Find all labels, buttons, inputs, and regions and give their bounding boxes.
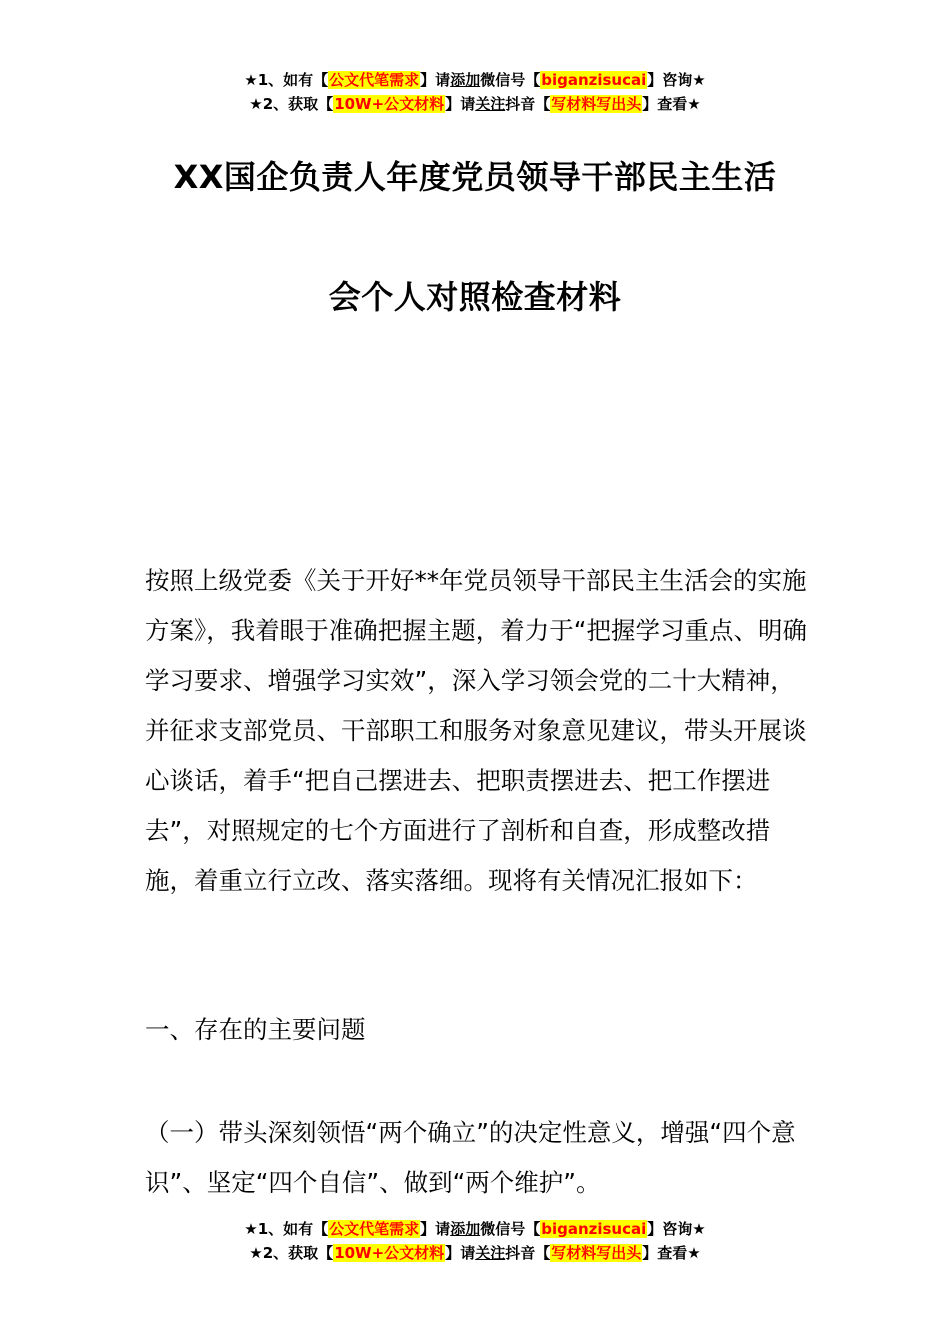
banner-highlight: 10W+公文材料 bbox=[334, 1244, 445, 1262]
subsection-heading-text: （一）带头深刻领悟“两个确立”的决定性意义，增强“四个意识”、坚定“四个自信”、做到“两个维护”。 bbox=[145, 1118, 796, 1197]
banner-douyin-id: 写材料写出头 bbox=[551, 1244, 642, 1262]
banner-douyin-id: 写材料写出头 bbox=[551, 95, 642, 113]
footer-banner-line-1 bbox=[0, 1217, 950, 1241]
banner-line-2 bbox=[0, 92, 950, 116]
section-heading-text: 一、存在的主要问题 bbox=[145, 1015, 366, 1044]
banner-underline-text: 添加 bbox=[450, 1220, 481, 1238]
footer-banner-line-2 bbox=[0, 1241, 950, 1265]
banner-highlight: 公文代笔需求 bbox=[329, 1220, 420, 1238]
banner-text: 】请 bbox=[420, 71, 451, 89]
banner-wechat-id: biganzisucai bbox=[541, 71, 647, 89]
banner-highlight: 10W+公文材料 bbox=[334, 95, 445, 113]
subsection-heading bbox=[145, 1108, 810, 1208]
document-title-line-1: XX国企负责人年度党员领导干部民主生活 bbox=[173, 158, 777, 196]
banner-text: 】查看★ bbox=[642, 95, 701, 113]
banner-text: 】请 bbox=[420, 1220, 451, 1238]
banner-text: ★1、如有【 bbox=[244, 1220, 329, 1238]
intro-paragraph-text: 按照上级党委《关于开好**年党员领导干部民主生活会的实施方案》，我着眼于准确把握主题，着力于“把握学习重点、明确学习要求、增强学习实效”，深入学习领会党的二十大精神，并征求支部党员、干部职工和服务对象意见建议，带头开展谈心谈话，着手“把自己摆进去、把职责摆进去、把工作摆进去”，对照规定的七个方面进行了剖析和自查，形成整改措施，着重立行立改、落实落细。现将有关情况汇报如下： bbox=[145, 566, 807, 895]
document-title-line-2: 会个人对照检查材料 bbox=[328, 278, 622, 316]
banner-highlight: 公文代笔需求 bbox=[329, 71, 420, 89]
banner-text: 】查看★ bbox=[642, 1244, 701, 1262]
intro-paragraph bbox=[145, 556, 810, 906]
banner-text: 】请 bbox=[445, 1244, 476, 1262]
banner-wechat-id: biganzisucai bbox=[541, 1220, 647, 1238]
banner-text: 微信号【 bbox=[480, 1220, 541, 1238]
footer-banner bbox=[0, 1217, 950, 1265]
banner-underline-text: 关注 bbox=[475, 95, 506, 113]
banner-text: ★2、获取【 bbox=[249, 95, 334, 113]
banner-text: 抖音【 bbox=[505, 95, 551, 113]
section-heading bbox=[145, 1005, 810, 1055]
header-banner bbox=[0, 68, 950, 116]
banner-text: 】请 bbox=[445, 95, 476, 113]
banner-text: 】咨询★ bbox=[647, 71, 706, 89]
banner-text: 】咨询★ bbox=[647, 1220, 706, 1238]
banner-text: ★1、如有【 bbox=[244, 71, 329, 89]
banner-underline-text: 关注 bbox=[475, 1244, 506, 1262]
banner-text: 抖音【 bbox=[505, 1244, 551, 1262]
banner-line-1 bbox=[0, 68, 950, 92]
banner-text: ★2、获取【 bbox=[249, 1244, 334, 1262]
banner-underline-text: 添加 bbox=[450, 71, 481, 89]
banner-text: 微信号【 bbox=[480, 71, 541, 89]
